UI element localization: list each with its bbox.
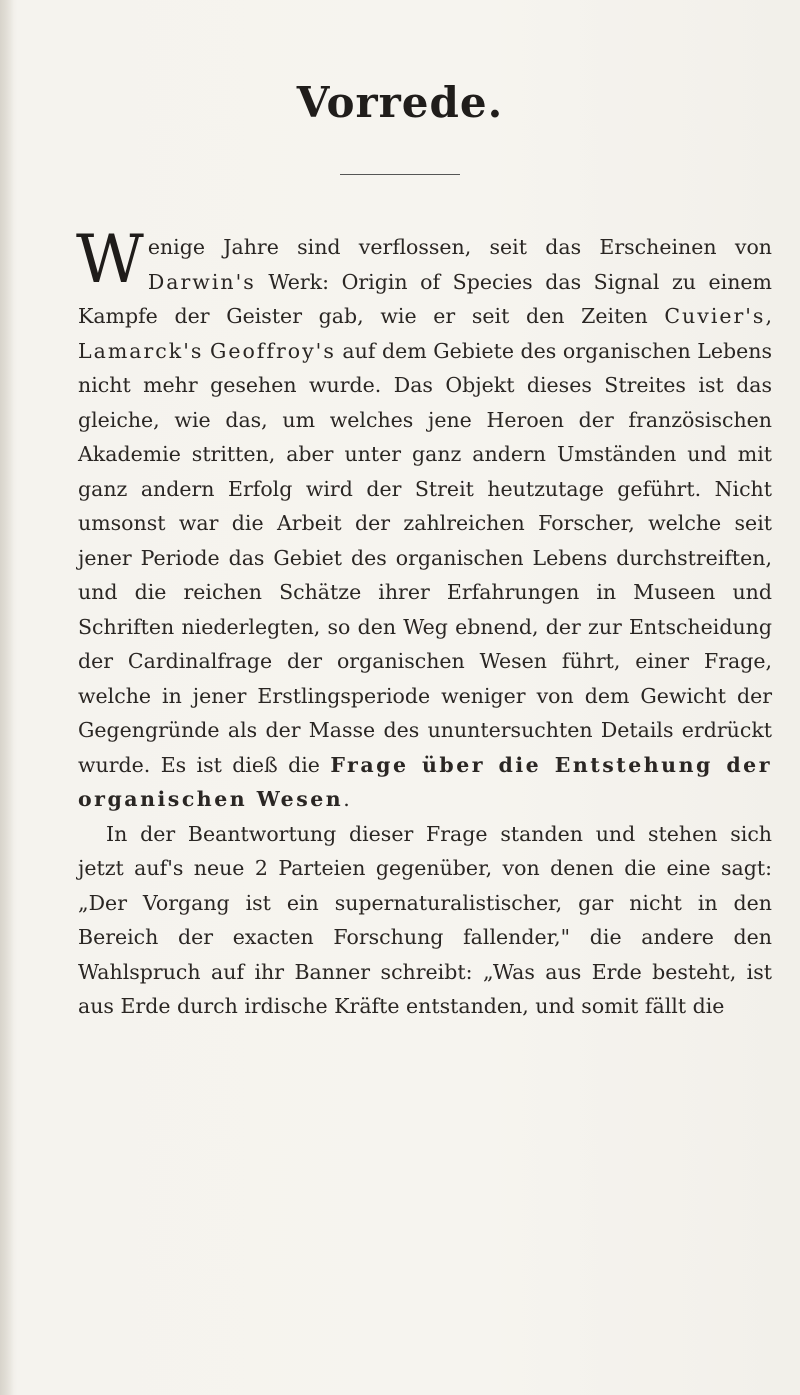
author-name-lamarck: Lamarck's [78, 338, 204, 363]
drop-cap: W [76, 221, 144, 298]
author-name-cuvier: Cuvier's [664, 304, 766, 328]
paragraph-2: In der Beantwortung dieser Frage standen und stehen sich jetzt auf's neue 2 Parteien gegenüber, von denen die eine sagt: „Der Vorgang ist ein supernaturalistischer, gar nicht in den Bereich der exacten Forschung fallender," die andere den Wahlspruch auf ihr Banner schreibt: „Was aus Erde besteht, ist aus Erde durch irdische Kräfte entstanden, und somit fällt die [78, 821, 772, 1018]
paragraph-1-segment: , [765, 304, 772, 328]
title-divider [340, 174, 460, 175]
paragraph-1-segment: Werk: Origin of Species das Signal zu einem Kampfe der Geister gab, wie er seit den Zeiten [78, 269, 772, 328]
page-title: Vorrede. [296, 78, 504, 127]
paragraph-1-segment: enige Jahre sind verflossen, seit das Erscheinen von [147, 235, 772, 259]
page-gutter-shadow [0, 0, 14, 1395]
paragraph-1 [76, 221, 772, 817]
paragraph-1-segment [203, 339, 210, 363]
emphasized-question: Frage über die Entstehung der organischen Wesen [78, 752, 772, 811]
paragraph-1-segment: . [343, 787, 350, 811]
author-name-geoffroy: Geoffroy's [209, 338, 336, 363]
body-text [76, 221, 772, 1024]
author-name-darwin: Darwin's [147, 269, 256, 294]
paragraph-1-segment: auf dem Gebiete des organischen Lebens nicht mehr gesehen wurde. Das Objekt dieses Streites ist das gleiche, wie das, um welches jene Heroen der französischen Akademie stritten, aber unter ganz andern Umständen und mit ganz andern Erfolg wird der Streit heutzutage geführt. Nicht umsonst war die Arbeit der zahlreichen Forscher, welche seit jener Periode das Gebiet des organischen Lebens durchstreiften, und die reichen Schätze ihrer Erfahrungen in Museen und Schriften niederlegten, so den Weg ebnend, der zur Entscheidung der Cardinalfrage der organischen Wesen führt, einer Frage, welche in jener Erstlingsperiode weniger von dem Gewicht der Gegengründe als der Masse des ununtersuchten Details erdrückt wurde. Es ist dieß die [78, 338, 772, 777]
